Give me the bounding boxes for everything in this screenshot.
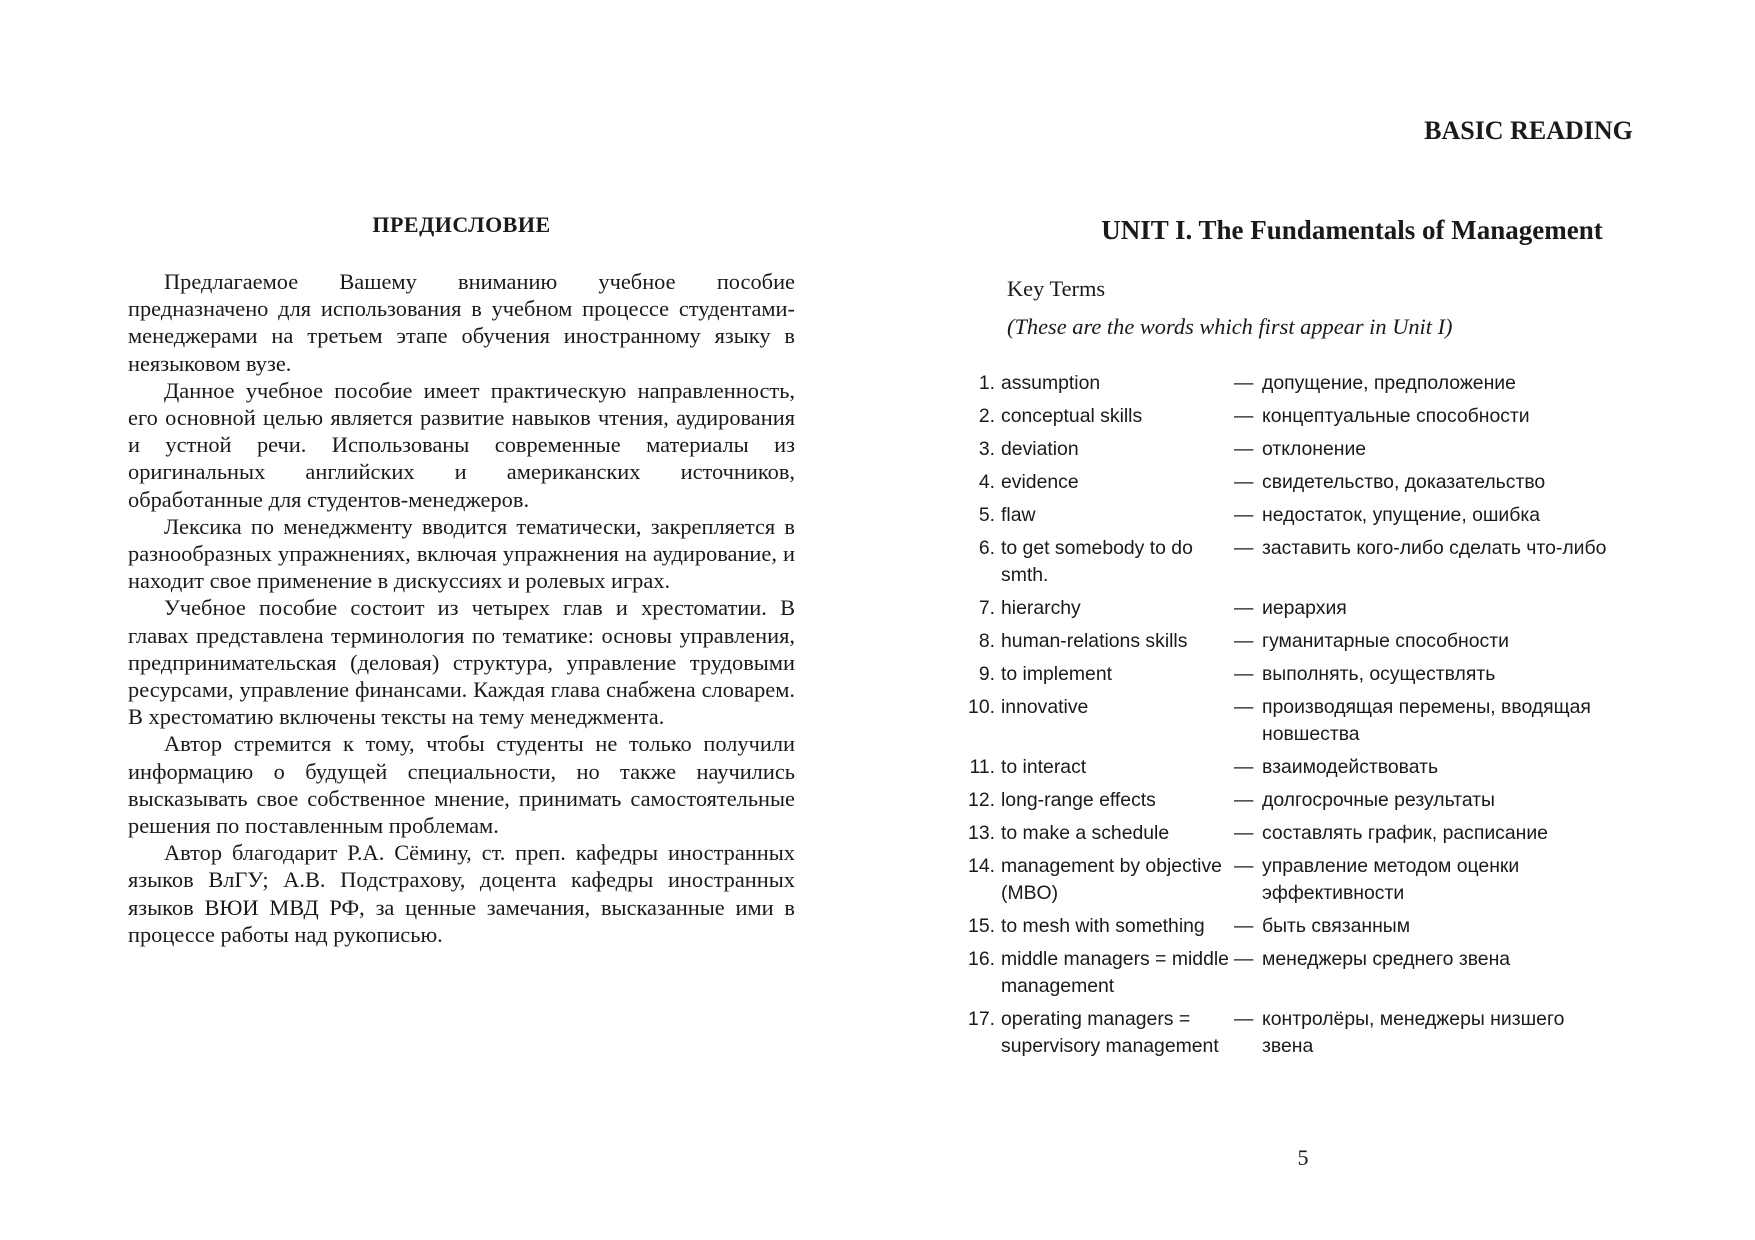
term-number: 5. [978, 504, 995, 526]
term-dash: — [1234, 663, 1254, 685]
term-row [957, 754, 1717, 781]
term-number: 3. [978, 438, 995, 460]
term-number: 13. [968, 822, 995, 844]
term-row [957, 913, 1717, 940]
term-dash: — [1234, 789, 1254, 811]
term-number: 4. [978, 471, 995, 493]
term-number: 6. [978, 537, 995, 559]
term-row [957, 694, 1717, 748]
term-dash: — [1234, 504, 1254, 526]
term-number: 12. [968, 789, 995, 811]
term-russian: производящая перемены, вводящая новшества [1262, 696, 1591, 745]
term-row [957, 469, 1717, 496]
term-dash: — [1234, 696, 1254, 718]
term-number: 14. [968, 855, 995, 877]
term-russian: контролёры, менеджеры низшего звена [1262, 1008, 1565, 1057]
term-number: 15. [968, 915, 995, 937]
term-english: assumption [1001, 372, 1101, 394]
preface-paragraph: Автор стремится к тому, чтобы студенты не только получили информацию о будущей специальности, но также научились высказывать свое собственное мнение, принимать самостоятельные решения по поставленным проблемам. [128, 731, 795, 839]
preface-paragraph: Данное учебное пособие имеет практическую направленность, его основной целью является развитие навыков чтения, аудирования и устной речи. Использованы современные материалы из оригинальных английских и американских источников, обработанные для студентов-менеджеров. [128, 377, 795, 512]
term-russian: иерархия [1262, 597, 1347, 619]
term-row [957, 853, 1717, 907]
term-russian: управление методом оценки эффективности [1262, 855, 1520, 904]
term-russian: выполнять, осуществлять [1262, 663, 1496, 685]
term-english: operating managers = supervisory management [1001, 1008, 1219, 1057]
term-number: 1. [978, 372, 995, 394]
term-english: long-range effects [1001, 789, 1156, 811]
term-dash: — [1234, 438, 1254, 460]
term-dash: — [1234, 372, 1254, 394]
left-page [0, 0, 877, 1240]
term-row [957, 661, 1717, 688]
term-number: 11. [969, 756, 995, 778]
term-dash: — [1234, 855, 1254, 877]
term-row [957, 628, 1717, 655]
term-russian: свидетельство, доказательство [1262, 471, 1546, 493]
term-english: to interact [1001, 756, 1087, 778]
term-dash: — [1234, 756, 1254, 778]
term-row [957, 535, 1717, 589]
term-english: to get somebody to do smth. [1001, 537, 1193, 586]
term-number: 17. [968, 1008, 995, 1030]
term-dash: — [1234, 405, 1254, 427]
term-dash: — [1234, 822, 1254, 844]
term-english: management by objective (MBO) [1001, 855, 1222, 904]
term-dash: — [1234, 948, 1254, 970]
term-russian: взаимодействовать [1262, 756, 1439, 778]
page-number: 5 [1297, 1145, 1309, 1170]
term-dash: — [1234, 471, 1254, 493]
term-dash: — [1234, 1008, 1254, 1030]
term-english: human-relations skills [1001, 630, 1188, 652]
term-row [957, 787, 1717, 814]
term-russian: отклонение [1262, 438, 1367, 460]
term-number: 16. [968, 948, 995, 970]
term-dash: — [1234, 630, 1254, 652]
term-dash: — [1234, 597, 1254, 619]
section-title [877, 110, 1755, 147]
term-number: 9. [978, 663, 995, 685]
key-terms-list [957, 370, 1717, 1066]
section-title-text: BASIC READING [1424, 116, 1633, 145]
term-russian: долгосрочные результаты [1262, 789, 1495, 811]
term-russian: допущение, предположение [1262, 372, 1516, 394]
term-english: middle managers = middle management [1001, 948, 1229, 997]
preface-body [128, 268, 795, 948]
term-english: conceptual skills [1001, 405, 1143, 427]
term-row [957, 436, 1717, 463]
term-russian: заставить кого-либо сделать что-либо [1262, 537, 1607, 559]
term-russian: недостаток, упущение, ошибка [1262, 504, 1541, 526]
term-russian: быть связанным [1262, 915, 1411, 937]
key-terms-note: (These are the words which first appear in Unit I) [1007, 314, 1453, 339]
term-row [957, 820, 1717, 847]
term-row [957, 502, 1717, 529]
term-english: to implement [1001, 663, 1113, 685]
preface-paragraph: Лексика по менеджменту вводится тематически, закрепляется в разнообразных упражнениях, включая упражнения на аудирование, и находит свое применение в дискуссиях и ролевых играх. [128, 513, 795, 594]
term-dash: — [1234, 537, 1254, 559]
preface-paragraph: Учебное пособие состоит из четырех глав и хрестоматии. В главах представлена терминология по тематике: основы управления, предпринимательская (деловая) структура, управление трудовыми ресурсами, управление финансами. Каждая глава снабжена словарем. В хрестоматию включены тексты на тему менеджмента. [128, 595, 795, 730]
term-english: deviation [1001, 438, 1079, 460]
term-number: 10. [968, 696, 995, 718]
term-english: evidence [1001, 471, 1079, 493]
term-row [957, 595, 1717, 622]
term-dash: — [1234, 915, 1254, 937]
term-russian: концептуальные способности [1262, 405, 1530, 427]
term-row [957, 370, 1717, 397]
term-russian: составлять график, расписание [1262, 822, 1548, 844]
preface-paragraph: Автор благодарит Р.А. Сёмину, ст. преп. кафедры иностранных языков ВлГУ; А.В. Подстрахову, доцента кафедры иностранных языков ВЮИ МВД РФ, за ценные замечания, высказанные ими в процессе работы над рукописью. [128, 840, 795, 947]
term-russian: менеджеры среднего звена [1262, 948, 1511, 970]
term-row [957, 946, 1717, 1000]
term-number: 7. [978, 597, 995, 619]
right-page [877, 0, 1755, 1240]
key-terms-label: Key Terms [1007, 276, 1106, 301]
term-number: 2. [978, 405, 995, 427]
term-english: innovative [1001, 696, 1089, 718]
term-english: to mesh with something [1001, 915, 1205, 937]
term-russian: гуманитарные способности [1262, 630, 1509, 652]
term-english: hierarchy [1001, 597, 1081, 619]
term-english: to make a schedule [1001, 822, 1170, 844]
term-row [957, 403, 1717, 430]
term-number: 8. [978, 630, 995, 652]
preface-title: ПРЕДИСЛОВИЕ [372, 212, 551, 237]
term-row [957, 1006, 1717, 1060]
preface-paragraph: Предлагаемое Вашему вниманию учебное пособие предназначено для использования в учебном процессе студентами-менеджерами на третьем этапе обучения иностранному языку в неязыковом вузе. [128, 269, 795, 376]
unit-title: UNIT I. The Fundamentals of Management [1101, 215, 1603, 245]
term-english: flaw [1001, 504, 1036, 526]
